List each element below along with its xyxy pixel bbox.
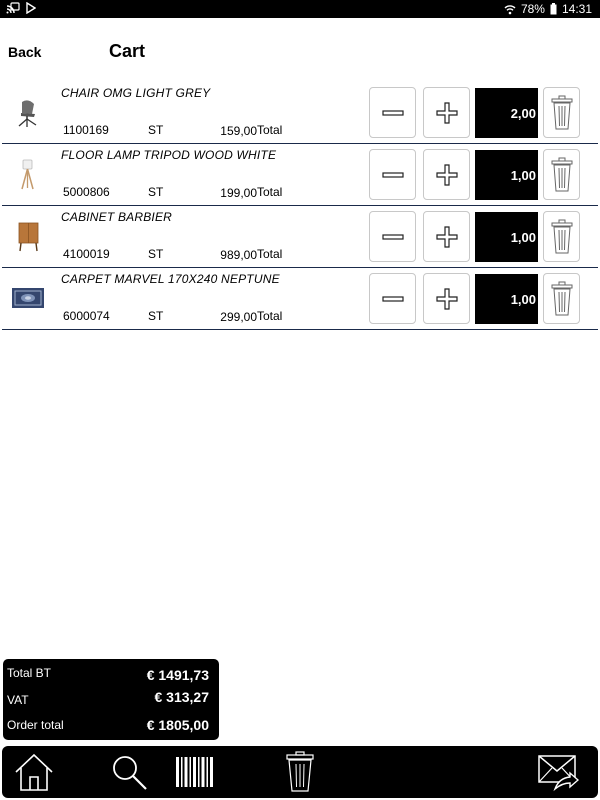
cast-icon [6,2,20,14]
product-price: 159,00 [220,124,257,138]
quantity-field[interactable]: 1,00 [475,274,538,324]
vat-value: € 313,27 [154,689,209,705]
battery-level: 78% [520,2,545,16]
search-icon[interactable] [108,750,150,794]
plus-icon [436,164,458,186]
remove-item-button[interactable] [543,211,580,262]
product-unit: ST [148,309,164,323]
row-separator [2,329,598,330]
remove-item-button[interactable] [543,273,580,324]
decrease-quantity-button[interactable] [369,273,416,324]
back-button[interactable]: Back [8,44,42,60]
cart-item [0,82,600,144]
minus-icon [382,171,404,179]
increase-quantity-button[interactable] [423,273,470,324]
product-unit: ST [148,185,164,199]
plus-icon [436,288,458,310]
cart-item [0,206,600,268]
cart-list [0,82,600,330]
cabinet-thumbnail [10,218,46,254]
product-name: CHAIR OMG LIGHT GREY [61,86,211,100]
trash-icon[interactable] [284,750,316,794]
bottom-toolbar [2,746,598,798]
totals-panel [3,659,219,740]
remove-item-button[interactable] [543,149,580,200]
increase-quantity-button[interactable] [423,211,470,262]
total-bt-value: € 1491,73 [146,667,209,683]
product-code: 4100019 [63,247,110,261]
quantity-field[interactable]: 2,00 [475,88,538,138]
product-code: 1100169 [63,123,109,137]
clock: 14:31 [561,2,592,16]
total-bt-label: Total BT [7,666,52,680]
trash-icon [551,157,573,193]
total-label: Total [257,185,283,199]
cart-item [0,268,600,330]
increase-quantity-button[interactable] [423,87,470,138]
chair-thumbnail [10,94,46,130]
minus-icon [382,109,404,117]
product-price: 199,00 [220,186,257,200]
quantity-field[interactable]: 1,00 [475,212,538,262]
send-mail-icon[interactable] [536,750,580,794]
battery-icon [550,3,557,15]
product-price: 989,00 [220,248,257,262]
wifi-icon [504,4,516,15]
minus-icon [382,233,404,241]
product-code: 5000806 [63,185,110,199]
total-label: Total [257,123,283,137]
product-code: 6000074 [63,309,110,323]
decrease-quantity-button[interactable] [369,87,416,138]
remove-item-button[interactable] [543,87,580,138]
carpet-thumbnail [10,280,46,316]
total-label: Total [257,309,283,323]
status-bar [0,0,600,18]
cart-item [0,144,600,206]
trash-icon [551,281,573,317]
floor-lamp-thumbnail [10,156,46,192]
quantity-field[interactable]: 1,00 [475,150,538,200]
decrease-quantity-button[interactable] [369,149,416,200]
increase-quantity-button[interactable] [423,149,470,200]
vat-label: VAT [7,693,29,707]
plus-icon [436,226,458,248]
total-label: Total [257,247,283,261]
order-total-label: Order total [7,718,64,732]
trash-icon [551,219,573,255]
page-title: Cart [109,41,146,61]
product-name: CABINET BARBIER [61,210,173,224]
minus-icon [382,295,404,303]
home-icon[interactable] [12,750,56,794]
barcode-icon[interactable] [174,750,216,794]
product-name: FLOOR LAMP TRIPOD WOOD WHITE [61,148,277,162]
decrease-quantity-button[interactable] [369,211,416,262]
order-total-value: € 1805,00 [146,717,209,733]
product-unit: ST [148,123,164,137]
trash-icon [551,95,573,131]
product-price: 299,00 [220,310,257,324]
product-unit: ST [148,247,164,261]
play-store-icon [26,2,36,14]
plus-icon [436,102,458,124]
product-name: CARPET MARVEL 170X240 NEPTUNE [61,272,280,286]
